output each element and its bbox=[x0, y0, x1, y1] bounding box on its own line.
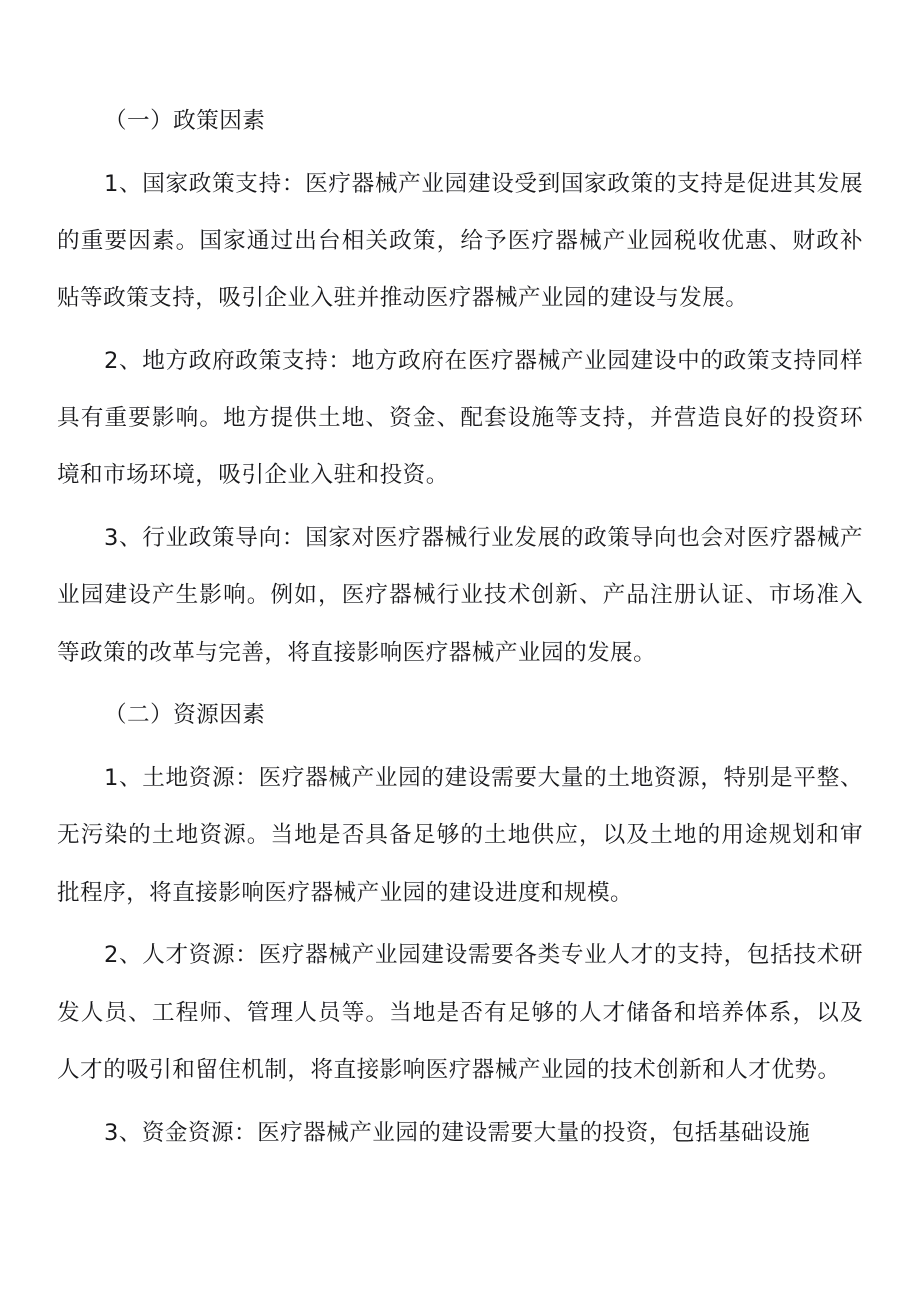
section-heading-policy-factors: （一）政策因素 bbox=[104, 108, 266, 134]
paragraph-capital-resources: 3、资金资源：医疗器械产业园的建设需要大量的投资，包括基础设施 bbox=[104, 1119, 811, 1146]
document-text-body bbox=[57, 93, 863, 1162]
paragraph-national-policy-support: 1、国家政策支持：医疗器械产业园建设受到国家政策的支持是促进其发展的重要因素。国家通过出台相关政策，给予医疗器械产业园税收优惠、财政补贴等政策支持，吸引企业入驻并推动医疗器械产业园的建设与发展。 bbox=[57, 170, 863, 312]
paragraph-industry-policy-orientation: 3、行业政策导向：国家对医疗器械行业发展的政策导向也会对医疗器械产业园建设产生影响。例如，医疗器械行业技术创新、产品注册认证、市场准入等政策的改革与完善，将直接影响医疗器械产业园的发展。 bbox=[57, 525, 863, 666]
paragraph-land-resources: 1、土地资源：医疗器械产业园的建设需要大量的土地资源，特别是平整、无污染的土地资源。当地是否具备足够的土地供应，以及土地的用途规划和审批程序，将直接影响医疗器械产业园的建设进度和规模。 bbox=[57, 765, 863, 906]
page-top-margin bbox=[0, 0, 920, 93]
paragraph-local-government-policy-support: 2、地方政府政策支持：地方政府在医疗器械产业园建设中的政策支持同样具有重要影响。地方提供土地、资金、配套设施等支持，并营造良好的投资环境和市场环境，吸引企业入驻和投资。 bbox=[57, 348, 863, 489]
paragraph-talent-resources: 2、人才资源：医疗器械产业园建设需要各类专业人才的支持，包括技术研发人员、工程师、管理人员等。当地是否有足够的人才储备和培养体系，以及人才的吸引和留住机制，将直接影响医疗器械产业园的技术创新和人才优势。 bbox=[57, 942, 863, 1083]
section-heading-resource-factors: （二）资源因素 bbox=[104, 702, 266, 729]
